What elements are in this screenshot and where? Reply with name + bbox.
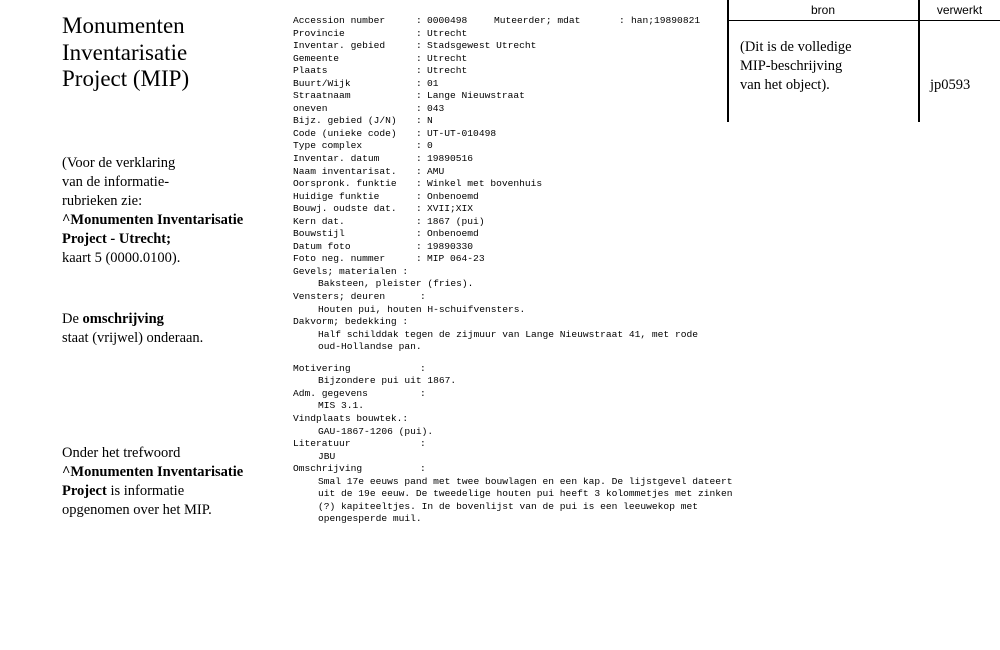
omschrijving-note-line: staat (vrijwel) onderaan.	[62, 329, 204, 346]
field-value: Houten pui, houten H-schuifvensters.	[318, 303, 526, 315]
bron-line: van het object).	[740, 77, 830, 93]
trefwoord-rest: is informatie	[106, 482, 185, 499]
field-label: Accession number	[293, 15, 386, 26]
field-label: Literatuur	[293, 438, 351, 450]
field-value: 19890330	[427, 240, 474, 252]
legend-note	[62, 154, 282, 267]
field-separator: :	[619, 15, 625, 26]
field-value: Onbenoemd	[427, 228, 479, 240]
field-value: 01	[427, 77, 439, 89]
title-line: Inventarisatie	[62, 39, 188, 65]
field-value: XVII;XIX	[427, 203, 474, 215]
field-value: UT-UT-010498	[427, 127, 497, 139]
legend-line: (Voor de verklaring	[62, 155, 176, 171]
field-value: 0000498	[427, 15, 468, 26]
field-value: MIS 3.1.	[318, 400, 365, 412]
field-separator: :	[416, 153, 422, 165]
field-label: Buurt/Wijk	[293, 77, 351, 89]
field-separator: :	[416, 127, 422, 139]
field-value: Baksteen, pleister (fries).	[318, 278, 474, 290]
title-line: Project (MIP)	[62, 66, 190, 91]
field-label: Vindplaats bouwtek.:	[293, 412, 409, 424]
field-value: Onbenoemd	[427, 190, 479, 202]
omschrijving-note-line	[62, 310, 282, 329]
field-label: Naam inventarisat.	[293, 165, 397, 177]
field-separator: :	[416, 140, 422, 152]
field-value: 0	[427, 140, 433, 152]
field-label: Oorspronk. funktie	[293, 178, 397, 190]
legend-line: rubrieken zie:	[62, 192, 143, 209]
legend-line: kaart 5 (0000.0100).	[62, 249, 181, 266]
field-separator: :	[416, 203, 422, 215]
title-line: Monumenten	[62, 13, 185, 38]
field-value: N	[427, 115, 433, 127]
field-label: Provincie	[293, 27, 345, 39]
field-value: opengesperde muil.	[318, 513, 422, 525]
field-separator: :	[416, 178, 422, 190]
field-separator: :	[420, 387, 426, 399]
trefwoord-note	[62, 444, 282, 520]
field-value: Half schilddak tegen de zijmuur van Lange Nieuwstraat 41, met rode	[318, 328, 698, 340]
note-keyword: omschrijving	[82, 311, 164, 327]
note-prefix: De	[62, 311, 83, 327]
field-label: Foto neg. nummer	[293, 253, 386, 265]
column-divider	[727, 0, 729, 122]
field-separator: :	[416, 52, 422, 64]
field-label: Kern dat.	[293, 215, 345, 227]
field-separator: :	[416, 240, 422, 252]
header-rule	[727, 20, 1000, 21]
field-separator: :	[420, 291, 426, 303]
field-separator: :	[416, 102, 422, 114]
field-label: oneven	[293, 102, 328, 114]
field-label: Vensters; deuren	[293, 291, 386, 303]
field-separator: :	[416, 253, 422, 265]
field-value: Bijzondere pui uit 1867.	[318, 375, 457, 387]
field-separator: :	[420, 362, 426, 374]
legend-reference-link[interactable]: ^Monumenten Inventarisatie	[62, 211, 244, 228]
trefwoord-link[interactable]: Project	[62, 482, 107, 499]
field-value: AMU	[427, 165, 445, 177]
field-separator: :	[420, 463, 426, 475]
field-value: han;19890821	[631, 15, 701, 26]
field-value: Lange Nieuwstraat	[427, 90, 525, 102]
field-label: Datum foto	[293, 240, 351, 252]
field-label: Adm. gegevens	[293, 387, 368, 399]
field-label: Plaats	[293, 65, 328, 77]
field-label: Inventar. gebied	[293, 40, 386, 52]
field-label: Huidige funktie	[293, 190, 380, 202]
field-value: JBU	[318, 450, 336, 462]
field-label: Muteerder; mdat	[494, 15, 581, 26]
field-separator: :	[420, 438, 426, 450]
field-value: GAU-1867-1206 (pui).	[318, 425, 434, 437]
field-separator: :	[416, 190, 422, 202]
field-separator: :	[416, 115, 422, 127]
field-value: Utrecht	[427, 65, 468, 77]
bron-line: MIP-beschrijving	[740, 58, 843, 74]
field-value: Utrecht	[427, 52, 468, 64]
bron-text	[740, 38, 915, 95]
field-value: uit de 19e eeuw. De tweedelige houten pui heeft 3 kolommetjes met zinken	[318, 488, 733, 500]
field-value: Stadsgewest Utrecht	[427, 40, 537, 52]
field-separator: :	[416, 65, 422, 77]
column-divider	[918, 0, 920, 122]
bron-header: bron	[810, 3, 836, 17]
legend-line: van de informatie-	[62, 173, 170, 190]
field-label: Code (unieke code)	[293, 127, 397, 139]
field-label: Inventar. datum	[293, 153, 380, 165]
field-separator: :	[416, 77, 422, 89]
field-label: Type complex	[293, 140, 363, 152]
field-value: 19890516	[427, 153, 474, 165]
field-separator: :	[416, 165, 422, 177]
field-label: Bouwj. oudste dat.	[293, 203, 397, 215]
field-label: Bijz. gebied (J/N)	[293, 115, 397, 127]
field-label: Gemeente	[293, 52, 340, 64]
trefwoord-note-line: opgenomen over het MIP.	[62, 501, 212, 518]
field-label: Omschrijving	[293, 463, 363, 475]
trefwoord-link[interactable]: ^Monumenten Inventarisatie	[62, 463, 244, 480]
verwerkt-header: verwerkt	[936, 3, 983, 17]
field-separator: :	[416, 27, 422, 39]
field-value: Winkel met bovenhuis	[427, 178, 543, 190]
field-value: Utrecht	[427, 27, 468, 39]
field-value: oud-Hollandse pan.	[318, 341, 422, 353]
field-label: Straatnaam	[293, 90, 351, 102]
field-separator: :	[416, 228, 422, 240]
field-label: Gevels; materialen :	[293, 265, 409, 277]
bron-line: (Dit is de volledige	[740, 39, 852, 55]
field-value: 1867 (pui)	[427, 215, 485, 227]
field-separator: :	[416, 40, 422, 52]
field-label: Dakvorm; bedekking :	[293, 316, 409, 328]
verwerkt-code: jp0593	[930, 77, 971, 93]
field-value: MIP 064-23	[427, 253, 485, 265]
legend-reference-link[interactable]: Project - Utrecht;	[62, 230, 171, 247]
field-label: Bouwstijl	[293, 228, 345, 240]
field-separator: :	[416, 15, 422, 26]
field-separator: :	[416, 215, 422, 227]
field-label: Motivering	[293, 362, 351, 374]
trefwoord-note-line	[62, 482, 282, 501]
trefwoord-note-line: Onder het trefwoord	[62, 445, 181, 461]
page-title	[62, 13, 277, 93]
field-value: Smal 17e eeuws pand met twee bouwlagen en een kap. De lijstgevel dateert	[318, 475, 733, 487]
field-value: (?) kapiteeltjes. In de bovenlijst van de pui is een leeuwekop met	[318, 500, 698, 512]
omschrijving-note	[62, 310, 282, 348]
field-separator: :	[416, 90, 422, 102]
field-value: 043	[427, 102, 445, 114]
